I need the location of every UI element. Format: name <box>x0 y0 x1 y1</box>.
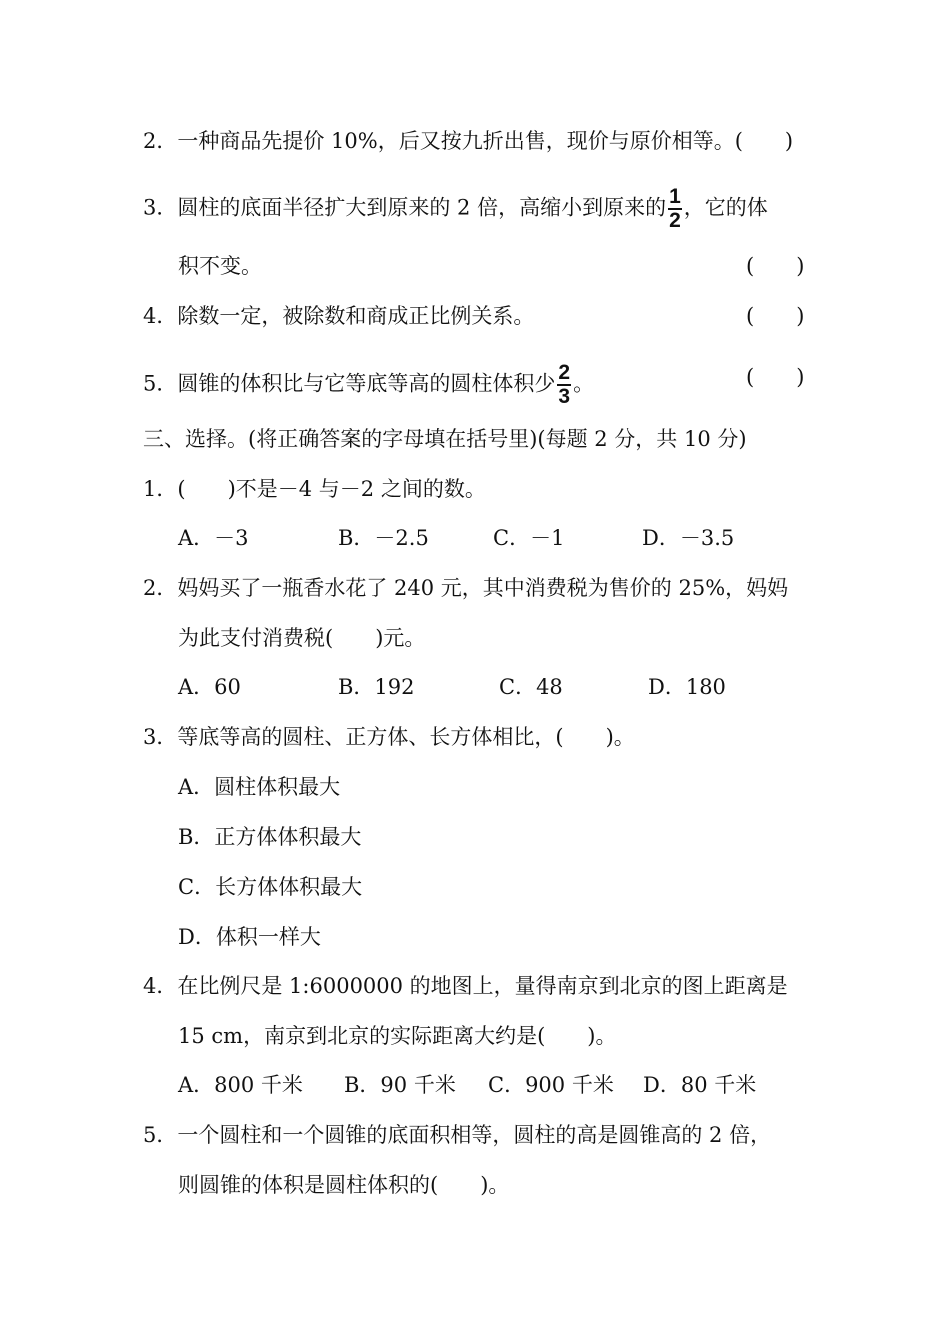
question-number: 4． <box>143 974 178 998</box>
judge-q4 <box>143 301 534 331</box>
answer-parentheses[interactable]: ( ) <box>746 365 805 389</box>
choice-q2-continued: 为此支付消费税( )元。 <box>178 626 426 650</box>
option-a[interactable]: A．圆柱体积最大 <box>178 775 341 799</box>
choice-q5-continued: 则圆锥的体积是圆柱体积的( )。 <box>178 1173 510 1197</box>
option-d[interactable]: D．180 <box>648 675 726 699</box>
question-text-tail: 。 <box>573 371 595 396</box>
option-d[interactable]: D．－3.5 <box>642 526 735 550</box>
fraction-denominator: 2 <box>669 209 681 232</box>
question-number: 2． <box>143 576 178 600</box>
answer-parentheses[interactable]: ( ) <box>746 254 805 278</box>
question-text: 一种商品先提价 10%，后又按九折出售，现价与原价相等。( ) <box>177 129 794 153</box>
option-b[interactable]: B．90 千米 <box>344 1073 456 1097</box>
option-c[interactable]: C．900 千米 <box>488 1073 614 1097</box>
question-number: 3． <box>143 725 178 749</box>
option-a[interactable]: A．－3 <box>178 526 249 550</box>
question-text: ( )不是－4 与－2 之间的数。 <box>177 477 486 501</box>
judge-q3 <box>143 186 768 232</box>
question-number: 2． <box>143 129 178 153</box>
judge-q5 <box>143 362 594 408</box>
question-number: 1． <box>143 477 178 501</box>
fraction-one-half <box>668 186 682 232</box>
question-text: 圆锥的体积比与它等底等高的圆柱体积少 <box>177 371 556 396</box>
question-text: 等底等高的圆柱、正方体、长方体相比，( )。 <box>177 725 635 749</box>
question-number: 5． <box>143 371 178 396</box>
question-text: 除数一定，被除数和商成正比例关系。 <box>177 304 535 328</box>
question-text-tail: ，它的体 <box>683 195 768 220</box>
option-d[interactable]: D．体积一样大 <box>178 925 321 949</box>
choice-q5 <box>143 1120 771 1150</box>
option-c[interactable]: C．48 <box>499 675 563 699</box>
option-c[interactable]: C．－1 <box>493 526 565 550</box>
question-text: 在比例尺是 1:6000000 的地图上，量得南京到北京的图上距离是 <box>177 974 788 998</box>
option-b[interactable]: B．正方体体积最大 <box>178 825 362 849</box>
judge-q2 <box>143 126 793 156</box>
fraction-numerator: 1 <box>669 185 681 208</box>
option-b[interactable]: B．－2.5 <box>338 526 429 550</box>
option-b[interactable]: B．192 <box>338 675 415 699</box>
option-a[interactable]: A．60 <box>178 675 241 699</box>
choice-q3 <box>143 722 635 752</box>
choice-q2 <box>143 573 788 603</box>
question-text: 一个圆柱和一个圆锥的底面积相等，圆柱的高是圆锥高的 2 倍， <box>177 1123 772 1147</box>
fraction-two-thirds <box>557 362 571 408</box>
choice-q4 <box>143 971 788 1001</box>
choice-q4-continued: 15 cm，南京到北京的实际距离大约是( )。 <box>178 1024 617 1048</box>
question-text: 圆柱的底面半径扩大到原来的 2 倍，高缩小到原来的 <box>177 195 667 220</box>
question-number: 4． <box>143 304 178 328</box>
section-title: 三、选择。(将正确答案的字母填在括号里)(每题 2 分，共 10 分) <box>143 427 747 451</box>
choice-q1 <box>143 474 486 504</box>
fraction-numerator: 2 <box>558 361 571 384</box>
judge-q3-continued: 积不变。 <box>178 254 262 278</box>
question-number: 5． <box>143 1123 178 1147</box>
question-text: 妈妈买了一瓶香水花了 240 元，其中消费税为售价的 25%，妈妈 <box>177 576 789 600</box>
option-c[interactable]: C．长方体体积最大 <box>178 875 363 899</box>
option-d[interactable]: D．80 千米 <box>643 1073 757 1097</box>
fraction-denominator: 3 <box>558 385 571 408</box>
question-number: 3． <box>143 195 178 220</box>
answer-parentheses[interactable]: ( ) <box>746 304 805 328</box>
option-a[interactable]: A．800 千米 <box>178 1073 303 1097</box>
